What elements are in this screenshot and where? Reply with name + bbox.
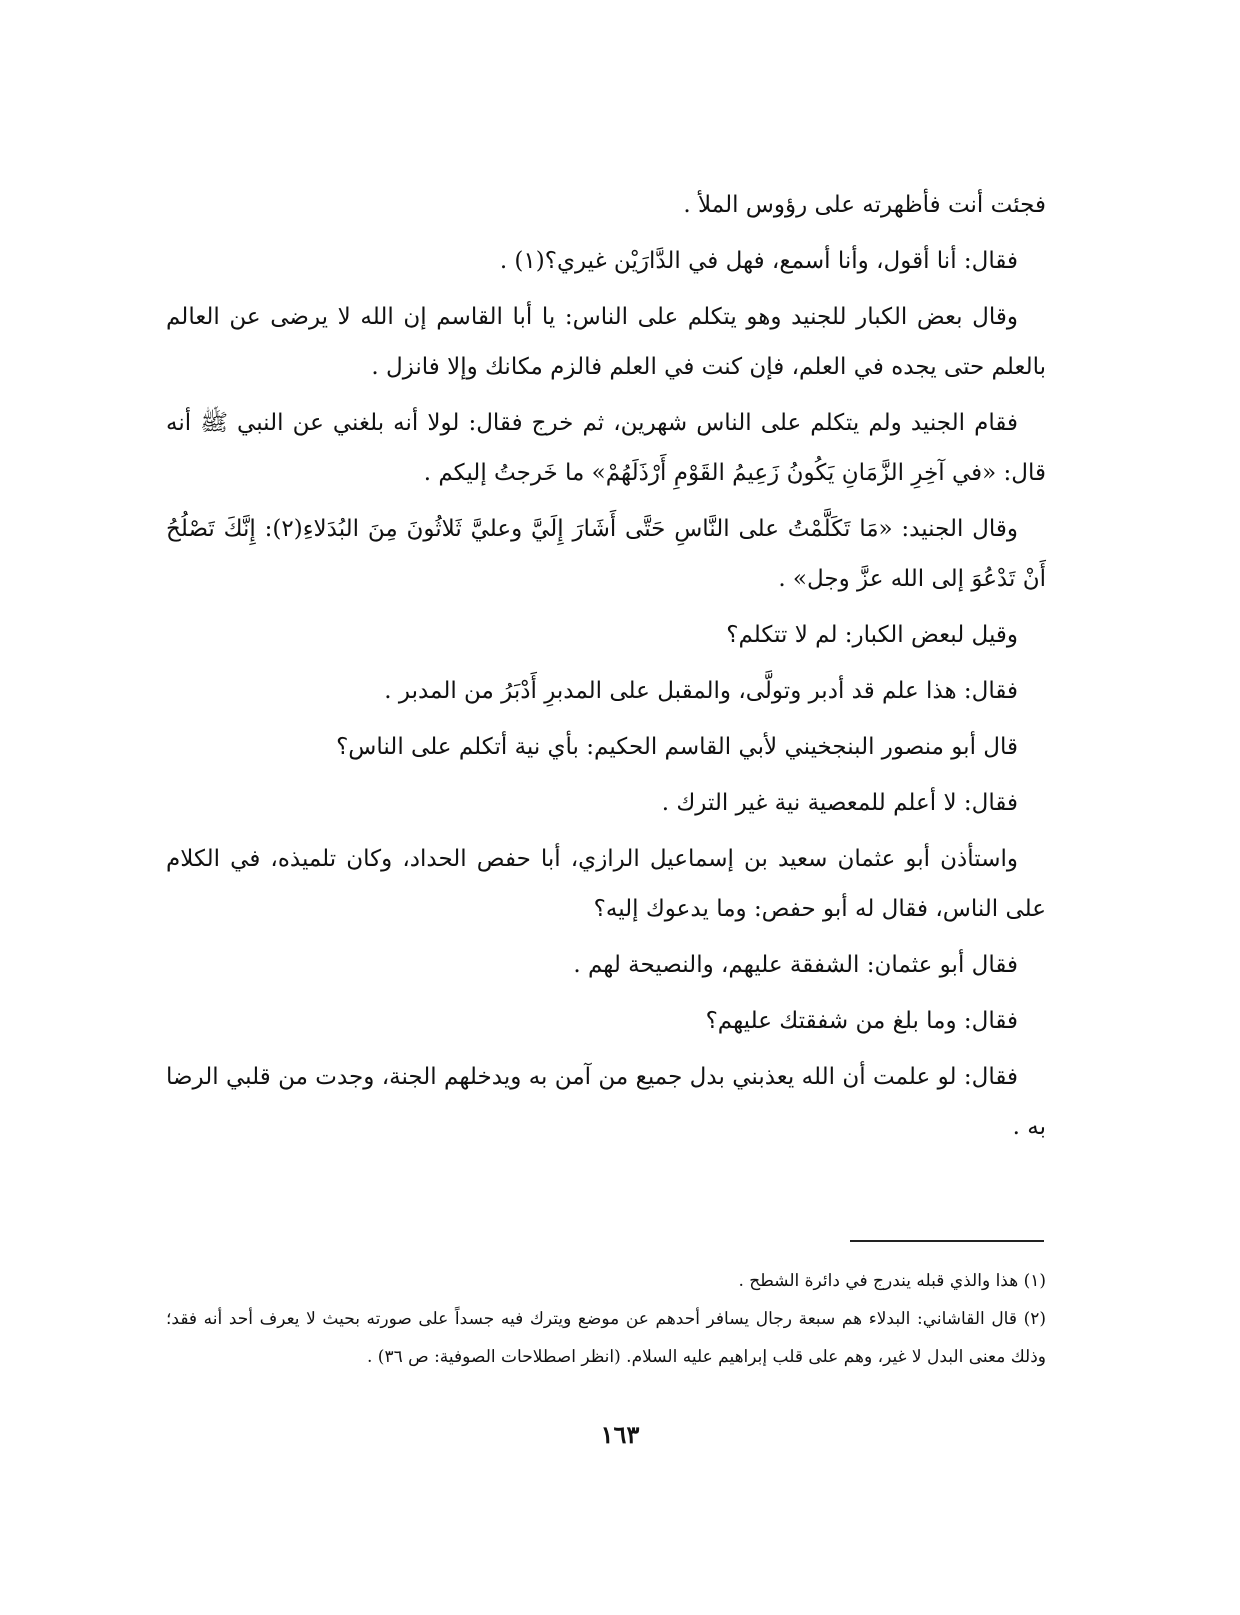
paragraph: فقال: لو علمت أن الله يعذبني بدل جميع من آمن به ويدخلهم الجنة، وجدت من قلبي الرضا به . [166,1064,1046,1140]
paragraph: فقال: هذا علم قد أدبر وتولَّى، والمقبل على المدبرِ أَدْبَرُ من المدبر . [384,678,1018,704]
footnotes [166,1262,1046,1376]
paragraph: فجئت أنت فأظهرته على رؤوس الملأ . [683,192,1046,218]
paragraph: قال أبو منصور البنجخيني لأبي القاسم الحكيم: بأي نية أتكلم على الناس؟ [336,734,1018,760]
footnote: (١) هذا والذي قبله يندرج في دائرة الشطح . [738,1271,1046,1291]
paragraph: وقال بعض الكبار للجنيد وهو يتكلم على الناس: يا أبا القاسم إن الله لا يرضى عن العالم بالعلم حتى يجده في العلم، فإن كنت في العلم فالزم مكانك وإلا فانزل . [166,304,1046,380]
paragraph: فقال: لا أعلم للمعصية نية غير الترك . [661,790,1018,816]
page-number: ١٦٣ [600,1420,640,1449]
footnote: (٢) قال القاشاني: البدلاء هم سبعة رجال يسافر أحدهم عن موضع ويترك فيه جسداً على صورته بحيث لا يعرف أحد أنه فقد؛ وذلك معنى البدل لا غير، وهم على قلب إبراهيم عليه السلام. (انظر اصطلاحات الصوفية: ص ٣٦) . [166,1309,1046,1367]
footnote-divider [850,1240,1044,1242]
paragraph: فقال: أنا أقول، وأنا أسمع، فهل في الدَّارَيْن غيري؟(١) . [499,248,1018,274]
paragraph: فقام الجنيد ولم يتكلم على الناس شهرين، ثم خرج فقال: لولا أنه بلغني عن النبي ﷺ أنه قال: «في آخِرِ الزَّمَانِ يَكُونُ زَعِيمُ القَوْمِ أَرْذَلَهُمْ» ما خَرجتُ إليكم . [166,410,1046,486]
paragraph: فقال أبو عثمان: الشفقة عليهم، والنصيحة لهم . [573,952,1018,978]
paragraph: وقيل لبعض الكبار: لم لا تتكلم؟ [726,622,1018,648]
main-text [166,180,1046,1158]
paragraph: واستأذن أبو عثمان سعيد بن إسماعيل الرازي، أبا حفص الحداد، وكان تلميذه، في الكلام على الناس، فقال له أبو حفص: وما يدعوك إليه؟ [166,846,1046,922]
paragraph: فقال: وما بلغ من شفقتك عليهم؟ [705,1008,1018,1034]
paragraph: وقال الجنيد: «مَا تَكَلَّمْتُ على النَّاسِ حَتَّى أَشَارَ إِلَيَّ وعليَّ ثَلاثُونَ مِنَ البُدَلاءِ(٢): إِنَّكَ تَصْلُحُ أَنْ تَدْعُوَ إلى الله عزَّ وجل» . [166,516,1046,592]
